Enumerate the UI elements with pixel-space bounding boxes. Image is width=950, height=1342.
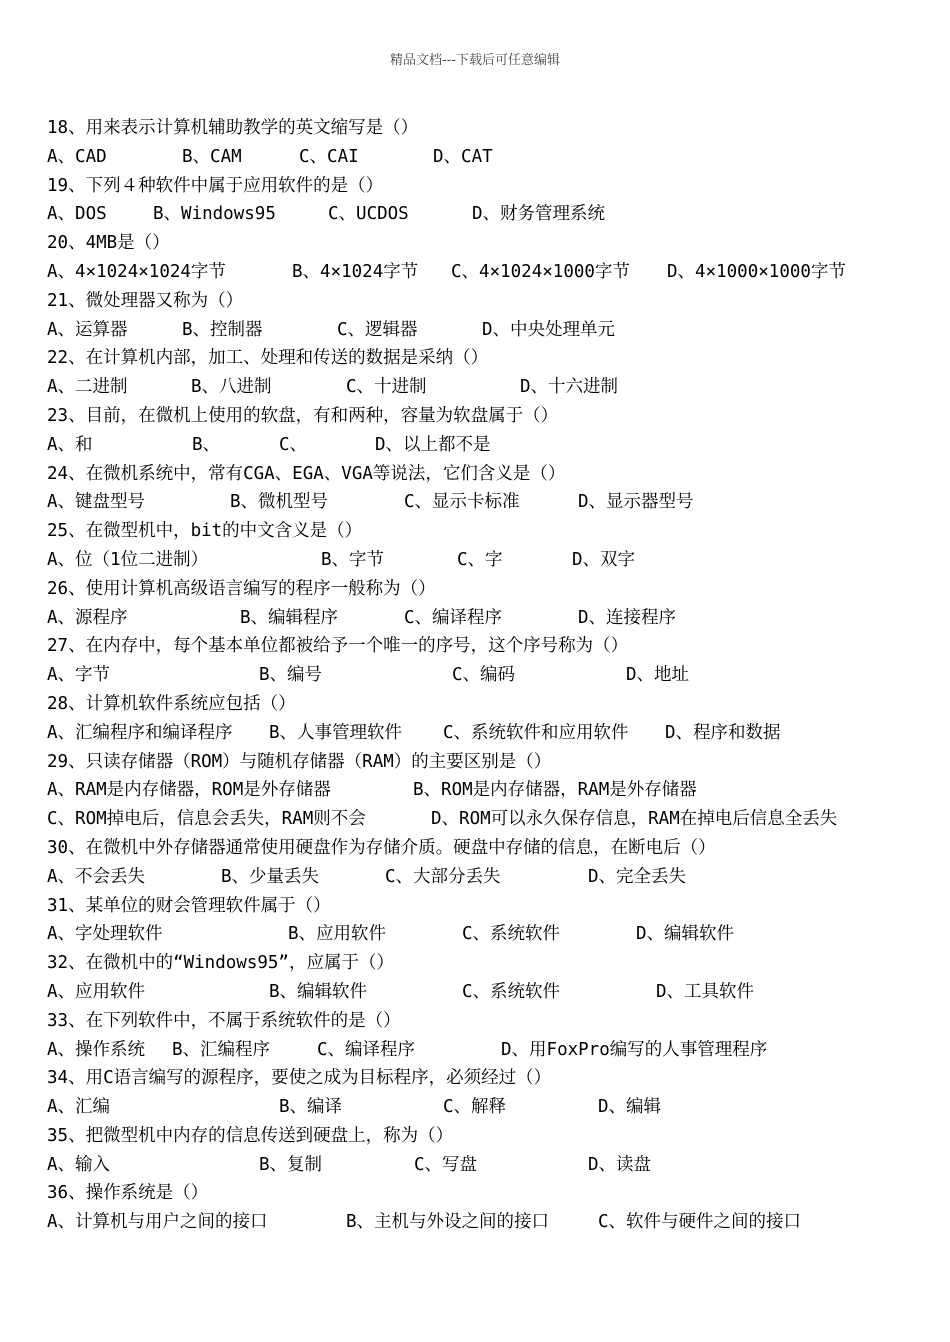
question-text: 18、用来表示计算机辅助教学的英文缩写是（） <box>47 118 419 138</box>
options-row <box>47 920 927 949</box>
option-text: D、中央处理单元 <box>482 319 616 340</box>
option-text: B、复制 <box>259 1154 323 1175</box>
question-text: 26、使用计算机高级语言编写的程序一般称为（） <box>47 578 436 599</box>
option-text: D、4×1000×1000字节 <box>667 261 846 282</box>
option-text: B、微机型号 <box>230 492 329 513</box>
option-text: B、ROM是内存储器，RAM是外存储器 <box>413 780 697 801</box>
option-text: A、DOS <box>47 204 107 225</box>
options-row <box>47 863 927 892</box>
options-row <box>47 1093 927 1122</box>
question-text: 31、某单位的财会管理软件属于（） <box>47 895 331 916</box>
options-row <box>47 431 927 460</box>
option-text: C、编译程序 <box>317 1039 416 1060</box>
question-text: 24、在微机系统中，常有CGA、EGA、VGA等说法，它们含义是（） <box>47 463 566 484</box>
option-text: D、十六进制 <box>520 377 619 398</box>
option-text: C、十进制 <box>346 377 427 398</box>
option-text: D、编辑 <box>598 1097 662 1118</box>
options-row <box>47 1208 927 1237</box>
question-text: 35、把微型机中内存的信息传送到硬盘上，称为（） <box>47 1125 454 1146</box>
options-row <box>47 661 927 690</box>
option-text: C、系统软件和应用软件 <box>443 722 629 743</box>
option-text: C、字 <box>457 549 503 570</box>
option-text: A、汇编 <box>47 1097 111 1118</box>
option-text: B、编辑程序 <box>240 607 339 628</box>
option-text: C、软件与硬件之间的接口 <box>598 1212 802 1233</box>
option-text: C、UCDOS <box>328 204 409 225</box>
option-text: B、少量丢失 <box>221 866 320 887</box>
option-text: A、操作系统 <box>47 1039 146 1060</box>
option-text: D、用FoxPro编写的人事管理程序 <box>501 1039 768 1060</box>
option-text: B、编辑软件 <box>269 981 368 1002</box>
option-text: B、汇编程序 <box>172 1039 271 1060</box>
option-text: A、计算机与用户之间的接口 <box>47 1212 268 1233</box>
option-text: D、连接程序 <box>578 607 677 628</box>
option-text: A、汇编程序和编译程序 <box>47 722 233 743</box>
option-text: D、完全丢失 <box>588 866 687 887</box>
question-text: 29、只读存储器（ROM）与随机存储器（RAM）的主要区别是（） <box>47 751 552 772</box>
option-text: B、Windows95 <box>153 204 276 225</box>
options-row <box>47 316 927 345</box>
options-row <box>47 143 927 172</box>
question-text: 34、用C语言编写的源程序，要使之成为目标程序，必须经过（） <box>47 1068 552 1089</box>
question-text: 22、在计算机内部，加工、处理和传送的数据是采纳（） <box>47 348 489 369</box>
option-text: A、键盘型号 <box>47 492 146 513</box>
option-text: C、ROM掉电后，信息会丢失，RAM则不会 <box>47 809 366 830</box>
options-row <box>47 776 927 805</box>
question-text: 23、目前，在微机上使用的软盘，有和两种，容量为软盘属于（） <box>47 405 559 426</box>
option-text: C、 <box>279 434 308 455</box>
options-row <box>47 258 927 287</box>
option-text: B、主机与外设之间的接口 <box>346 1212 550 1233</box>
option-text: A、字节 <box>47 665 111 686</box>
options-row <box>47 604 927 633</box>
options-row <box>47 546 927 575</box>
question-text: 33、在下列软件中，不属于系统软件的是（） <box>47 1010 401 1031</box>
option-text: D、双字 <box>572 549 636 570</box>
question-text: 28、计算机软件系统应包括（） <box>47 693 296 714</box>
option-text: B、编译 <box>279 1097 343 1118</box>
options-row <box>47 978 927 1007</box>
question-text: 20、4MB是（） <box>47 233 170 254</box>
question-text: 21、微处理器又称为（） <box>47 290 244 311</box>
question-text: 19、下列４种软件中属于应用软件的是（） <box>47 175 384 196</box>
option-text: D、地址 <box>626 665 690 686</box>
option-text: C、4×1024×1000字节 <box>451 261 630 282</box>
option-text: D、CAT <box>433 146 493 167</box>
option-text: C、大部分丢失 <box>385 866 501 887</box>
option-text: A、不会丢失 <box>47 866 146 887</box>
option-text: B、编号 <box>259 665 323 686</box>
option-text: B、 <box>192 434 221 455</box>
question-text: 32、在微机中的“Windows95”，应属于（） <box>47 953 394 974</box>
option-text: D、程序和数据 <box>665 722 781 743</box>
option-text: A、二进制 <box>47 377 128 398</box>
option-text: B、字节 <box>321 549 385 570</box>
question-text: 36、操作系统是（） <box>47 1183 209 1204</box>
option-text: D、工具软件 <box>656 981 755 1002</box>
options-row <box>47 1151 927 1180</box>
question-text: 27、在内存中，每个基本单位都被给予一个唯一的序号，这个序号称为（） <box>47 636 629 657</box>
option-text: D、显示器型号 <box>578 492 694 513</box>
option-text: C、系统软件 <box>462 981 561 1002</box>
question-text: 25、在微型机中，bit的中文含义是（） <box>47 521 363 542</box>
option-text: A、和 <box>47 434 93 455</box>
question-text: 30、在微机中外存储器通常使用硬盘作为存储介质。硬盘中存储的信息，在断电后（） <box>47 837 716 858</box>
option-text: A、输入 <box>47 1154 111 1175</box>
option-text: C、写盘 <box>414 1154 478 1175</box>
option-text: B、4×1024字节 <box>292 261 419 282</box>
option-text: D、ROM可以永久保存信息，RAM在掉电后信息全丢失 <box>431 809 838 830</box>
option-text: A、运算器 <box>47 319 128 340</box>
option-text: B、CAM <box>182 146 242 167</box>
options-row <box>47 805 927 834</box>
option-text: A、RAM是内存储器，ROM是外存储器 <box>47 780 331 801</box>
option-text: D、以上都不是 <box>375 434 491 455</box>
option-text: B、八进制 <box>191 377 272 398</box>
options-row <box>47 719 927 748</box>
question-list <box>47 114 927 1237</box>
option-text: B、人事管理软件 <box>269 722 403 743</box>
options-row <box>47 373 927 402</box>
option-text: D、编辑软件 <box>636 924 735 945</box>
option-text: A、4×1024×1024字节 <box>47 261 226 282</box>
options-row <box>47 488 927 517</box>
option-text: A、源程序 <box>47 607 128 628</box>
option-text: A、位（1位二进制） <box>47 549 209 570</box>
option-text: B、控制器 <box>182 319 263 340</box>
option-text: A、字处理软件 <box>47 924 163 945</box>
option-text: C、编译程序 <box>404 607 503 628</box>
option-text: C、逻辑器 <box>337 319 418 340</box>
option-text: C、CAI <box>299 146 359 167</box>
option-text: C、显示卡标准 <box>404 492 520 513</box>
page-header: 精品文档---下载后可任意编辑 <box>389 53 561 68</box>
option-text: D、财务管理系统 <box>472 204 606 225</box>
option-text: C、解释 <box>443 1097 507 1118</box>
options-row <box>47 1036 927 1065</box>
option-text: C、系统软件 <box>462 924 561 945</box>
option-text: A、应用软件 <box>47 981 146 1002</box>
option-text: C、编码 <box>452 665 516 686</box>
option-text: A、CAD <box>47 146 107 167</box>
options-row <box>47 200 927 229</box>
option-text: D、读盘 <box>588 1154 652 1175</box>
option-text: B、应用软件 <box>288 924 387 945</box>
